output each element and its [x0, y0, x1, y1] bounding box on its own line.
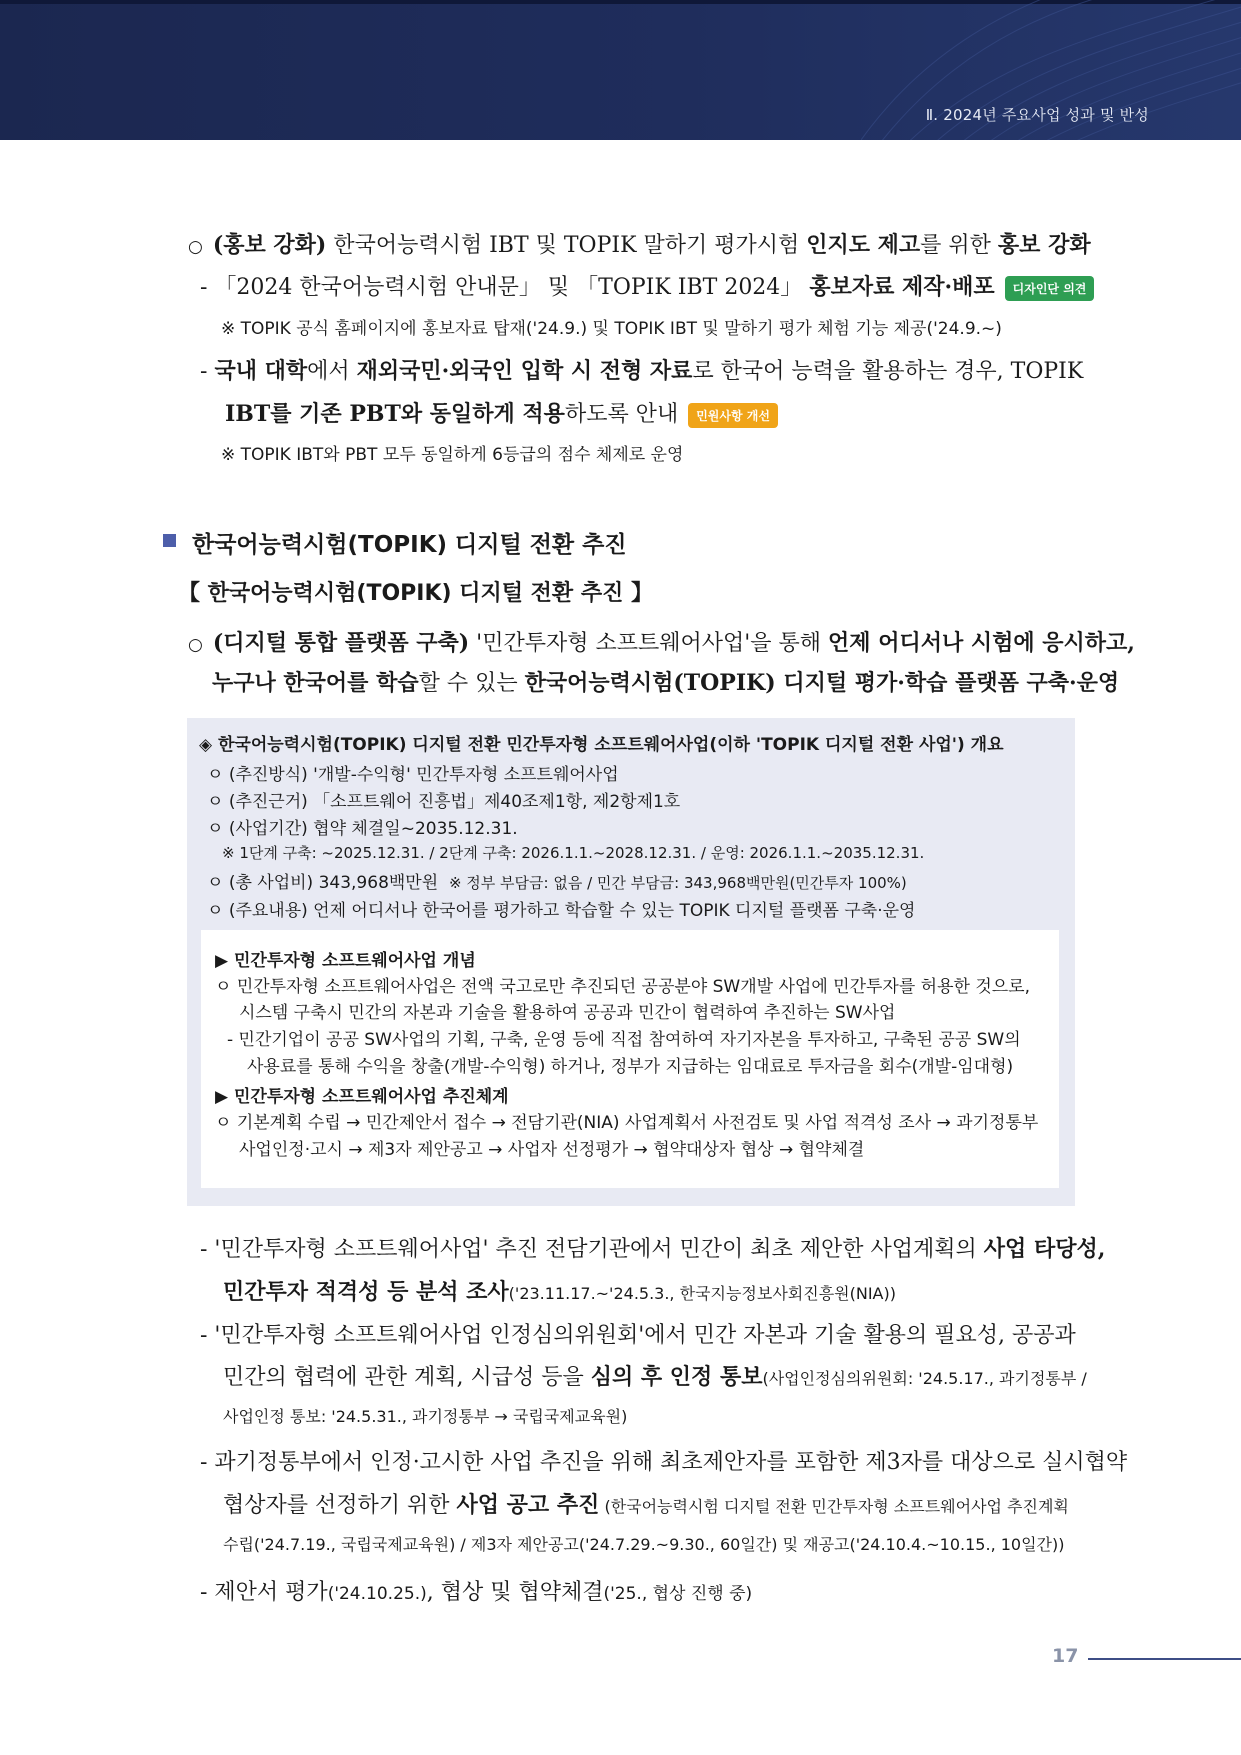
detail2-note: (사업인정심의위원회: '24.5.17., 과기정통부 / [762, 1369, 1087, 1388]
overview-item-cost [207, 868, 907, 893]
chapter-title: Ⅱ. 2024년 주요사업 성과 및 반성 [925, 106, 1149, 124]
bullet-circle: ○ [188, 237, 203, 257]
promo-lead-bold3: 홍보 강화 [997, 232, 1091, 258]
digital-bullet-line1 [188, 626, 1135, 657]
concept-text-2b: 사용료를 통해 수익을 창출(개발-수익형) 하거나, 정부가 지급하는 임대료로 투자금을 회수(개발-임대형) [247, 1057, 1014, 1077]
promo-lead-bold: (홍보 강화) [212, 232, 327, 258]
promo-note2: ※ TOPIK IBT와 PBT 모두 동일하게 6등급의 점수 체제로 운영 [221, 445, 684, 465]
overview-cost-main: ㅇ (총 사업비) 343,968백만원 [207, 873, 439, 893]
detail2-line2 [223, 1360, 1087, 1391]
digital-line2-bold: 누구나 한국어를 학습 [212, 670, 419, 696]
promo-sub2-text2: 로 한국어 능력을 활용하는 경우, TOPIK [692, 359, 1084, 384]
overview-item-period: ㅇ (사업기간) 협약 체결일~2035.12.31. [207, 819, 518, 839]
promo-sub1-bold: 홍보자료 제작·배포 [809, 274, 995, 300]
digital-line2-bold2: 한국어능력시험(TOPIK) 디지털 평가·학습 플랫폼 구축·운영 [524, 670, 1120, 696]
detail3-note: (한국어능력시험 디지털 전환 민간투자형 소프트웨어사업 추진계획 [599, 1497, 1069, 1516]
detail3-line3: 수립('24.7.19., 국립국제교육원) / 제3자 제안공고('24.7.29.~9.30., 60일간) 및 재공고('24.10.4.~10.15., 10일간)) [223, 1535, 1065, 1554]
digital-lead-bold: (디지털 통합 플랫폼 구축) [212, 630, 470, 656]
promo-lead-text: 한국어능력시험 IBT 및 TOPIK 말하기 평가시험 [326, 233, 807, 258]
concept-text-1a: ㅇ 민간투자형 소프트웨어사업은 전액 국고로만 추진되던 공공분야 SW개발 사업에 민간투자를 허용한 것으로, [215, 977, 1031, 997]
system-heading: ▶ 민간투자형 소프트웨어사업 추진체계 [215, 1087, 509, 1107]
badge-complaint-improvement: 민원사항 개선 [688, 403, 778, 428]
detail2-bold: 심의 후 인정 통보 [590, 1364, 763, 1390]
detail3-line2 [223, 1488, 1069, 1519]
detail2-text: 민간의 협력에 관한 계획, 시급성 등을 [223, 1365, 591, 1390]
overview-period-note: ※ 1단계 구축: ~2025.12.31. / 2단계 구축: 2026.1.1.~2028.12.31. / 운영: 2026.1.1.~2035.12.31. [222, 844, 925, 862]
promo-sub2-dash: - [200, 359, 215, 384]
page-header [0, 0, 1241, 140]
promo-sub2-line2 [225, 397, 778, 428]
detail2-line1: - '민간투자형 소프트웨어사업 인정심의위원회'에서 민간 자본과 기술 활용의 필요성, 공공과 [200, 1323, 1076, 1348]
detail4-date2: ('25., 협상 진행 중) [603, 1584, 753, 1604]
system-text-b: 사업인정·고시 → 제3자 제안공고 → 사업자 선정평가 → 협약대상자 협상 → 협약체결 [239, 1140, 865, 1160]
overview-box [187, 718, 1075, 1206]
promo-sub2-bold1: 국내 대학 [214, 358, 308, 384]
detail1-bold2: 민간투자 적격성 등 분석 조사 [223, 1279, 509, 1305]
bullet-circle: ○ [188, 635, 203, 655]
promo-sub2-line1 [200, 354, 1083, 385]
promo-sub2-bold2: 재외국민·외국인 입학 시 전형 자료 [356, 358, 693, 384]
promo-sub2-bold3: IBT를 기존 PBT와 동일하게 적용 [225, 401, 565, 427]
detail3-bold: 사업 공고 추진 [456, 1492, 600, 1518]
promo-sub2-text1: 에서 [307, 359, 357, 384]
promo-sub1-text: - 「2024 한국어능력시험 안내문」 및 「TOPIK IBT 2024」 [200, 275, 810, 300]
overview-item-content: ㅇ (주요내용) 언제 어디서나 한국어를 평가하고 학습할 수 있는 TOPIK 디지털 플랫폼 구축·운영 [207, 901, 916, 921]
section-heading: 한국어능력시험(TOPIK) 디지털 전환 추진 [192, 532, 627, 558]
detail4-text1: - 제안서 평가 [200, 1580, 328, 1605]
overview-title: ◈ 한국어능력시험(TOPIK) 디지털 전환 민간투자형 소프트웨어사업(이하 'TOPIK 디지털 전환 사업') 개요 [199, 735, 1004, 755]
promo-sub2-text3: 하도록 안내 [564, 402, 679, 427]
section-square-icon [163, 534, 176, 547]
section-subheading: 【 한국어능력시험(TOPIK) 디지털 전환 추진 】 [178, 581, 654, 606]
detail1-bold: 사업 타당성, [983, 1236, 1106, 1262]
detail4-date1: ('24.10.25.) [327, 1584, 427, 1604]
digital-line2-text: 할 수 있는 [418, 671, 525, 696]
detail1-note: ('23.11.17.~'24.5.3., 한국지능정보사회진흥원(NIA)) [508, 1284, 896, 1303]
digital-lead-text: '민간투자형 소프트웨어사업'을 통해 [469, 631, 829, 656]
promo-lead-bold2: 인지도 제고 [806, 232, 921, 258]
detail1-line2 [223, 1275, 896, 1306]
promo-note1: ※ TOPIK 공식 홈페이지에 홍보자료 탑재('24.9.) 및 TOPIK IBT 및 말하기 평가 체험 기능 제공('24.9.~) [221, 319, 1002, 339]
digital-lead-bold2: 언제 어디서나 시험에 응시하고, [828, 630, 1135, 656]
concept-text-2a: - 민간기업이 공공 SW사업의 기획, 구축, 운영 등에 직접 참여하여 자기자본을 투자하고, 구축된 공공 SW의 [227, 1030, 1021, 1050]
page-number: 17 [1052, 1645, 1079, 1667]
detail3-line1: - 과기정통부에서 인정·고시한 사업 추진을 위해 최초제안자를 포함한 제3자를 대상으로 실시협약 [200, 1450, 1128, 1475]
digital-bullet-line2 [212, 666, 1119, 697]
footer-rule [1088, 1658, 1241, 1660]
overview-item-basis: ㅇ (추진근거) 「소프트웨어 진흥법」제40조제1항, 제2항제1호 [207, 792, 681, 812]
system-text-a: ㅇ 기본계획 수립 → 민간제안서 접수 → 전담기관(NIA) 사업계획서 사전검토 및 사업 적격성 조사 → 과기정통부 [215, 1113, 1039, 1133]
badge-design-opinion: 디자인단 의견 [1005, 276, 1095, 301]
concept-heading: ▶ 민간투자형 소프트웨어사업 개념 [215, 951, 476, 971]
detail3-text: 협상자를 선정하기 위한 [223, 1493, 457, 1518]
detail2-line3: 사업인정 통보: '24.5.31., 과기정통부 → 국립국제교육원) [223, 1407, 628, 1426]
concept-text-1b: 시스템 구축시 민간의 자본과 기술을 활용하여 공공과 민간이 협력하여 추진하는 SW사업 [239, 1003, 896, 1023]
overview-inner-box [201, 930, 1059, 1188]
overview-item-method: ㅇ (추진방식) '개발-수익형' 민간투자형 소프트웨어사업 [207, 765, 619, 785]
detail4-text2: , 협상 및 협약체결 [426, 1580, 604, 1605]
detail1-text: - '민간투자형 소프트웨어사업' 추진 전담기관에서 민간이 최초 제안한 사업계획의 [200, 1237, 984, 1262]
overview-cost-note: ※ 정부 부담금: 없음 / 민간 부담금: 343,968백만원(민간투자 100%) [448, 874, 907, 892]
promo-bullet-line [188, 228, 1091, 259]
promo-sub1 [200, 270, 1094, 301]
promo-lead-text2: 를 위한 [920, 233, 998, 258]
detail1-line1 [200, 1232, 1105, 1263]
detail4-line [200, 1575, 752, 1606]
